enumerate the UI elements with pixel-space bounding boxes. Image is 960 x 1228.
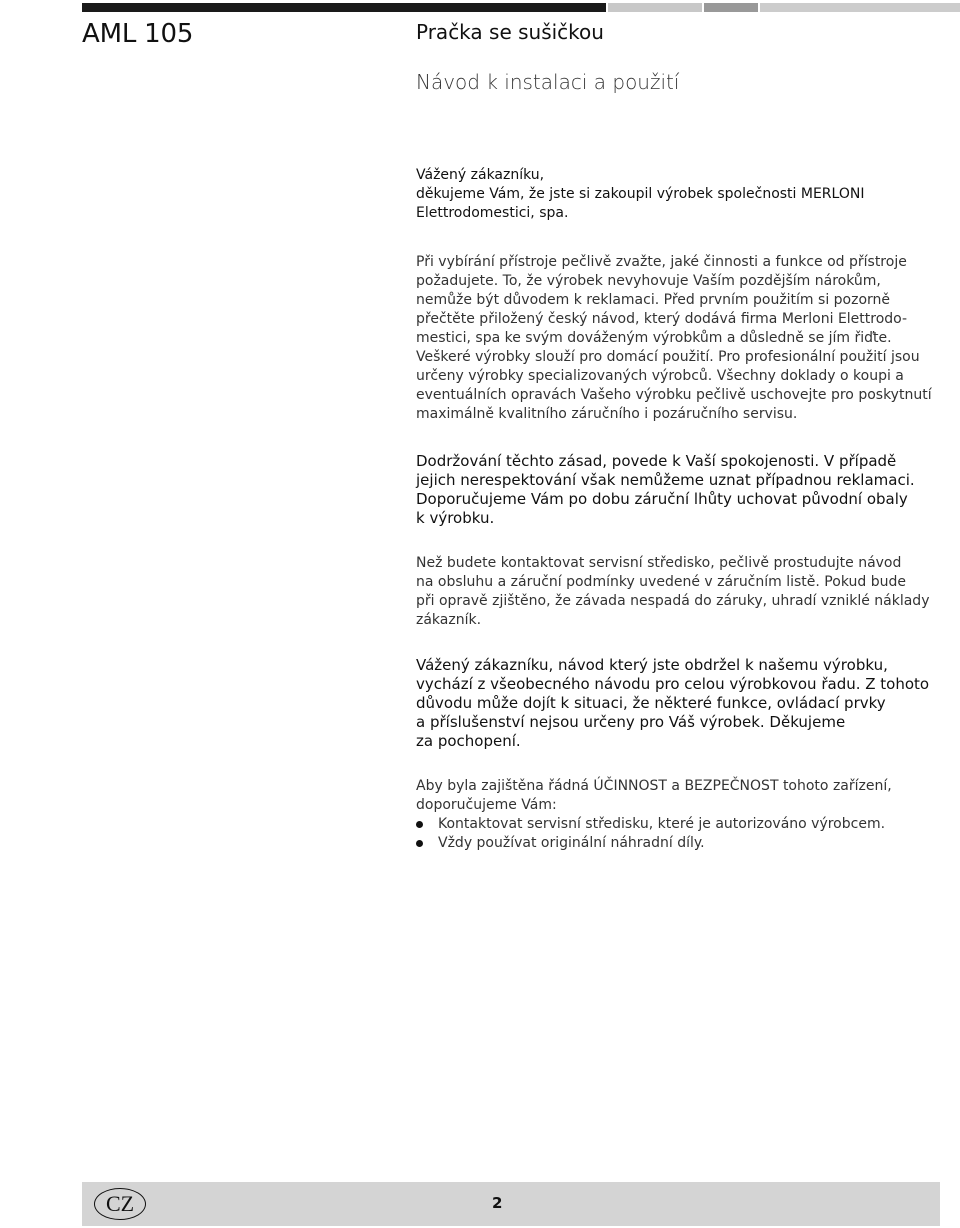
text-line: Než budete kontaktovat servisní středisko, pečlivě prostudujte návod (416, 555, 902, 571)
paragraph-safety-recommendations (416, 777, 940, 853)
text-line: doporučujeme Vám: (416, 797, 557, 813)
bullet-icon (416, 821, 423, 828)
paragraph-compliance-notice (416, 452, 940, 528)
text-line: a příslušenství nejsou určeny pro Váš výrobek. Děkujeme (416, 713, 846, 731)
text-line: nemůže být důvodem k reklamaci. Před prvním použitím si pozorně (416, 292, 891, 308)
text-line: důvodu může dojít k situaci, že některé funkce, ovládací prvky (416, 694, 886, 712)
text-line: k výrobku. (416, 509, 495, 527)
header-bar-gray-2 (704, 3, 758, 12)
list-item-text: Vždy používat originální náhradní díly. (438, 835, 705, 851)
paragraph-purchase-advice (416, 253, 940, 424)
text-line: Při vybírání přístroje pečlivě zvažte, jaké činnosti a funkce od přístroje (416, 254, 907, 270)
text-line: Vážený zákazníku, návod který jste obdržel k našemu výrobku, (416, 656, 888, 674)
model-number: AML 105 (82, 19, 194, 49)
text-line: Doporučujeme Vám po dobu záruční lhůty uchovat původní obaly (416, 490, 908, 508)
intro-line: Elettrodomestici, spa. (416, 205, 569, 221)
intro-line: děkujeme Vám, že jste si zakoupil výrobek společnosti MERLONI (416, 186, 865, 202)
text-line: požadujete. To, že výrobek nevyhovuje Vaším pozdějším nárokům, (416, 273, 881, 289)
text-line: zákazník. (416, 612, 482, 628)
text-line: Dodržování těchto zásad, povede k Vaší spokojenosti. V případě (416, 452, 897, 470)
text-line: maximálně kvalitního záručního i pozáručního servisu. (416, 406, 798, 422)
document-title: Pračka se sušičkou (416, 20, 604, 44)
text-line: na obsluhu a záruční podmínky uvedené v záručním listě. Pokud bude (416, 574, 906, 590)
text-line: za pochopení. (416, 732, 521, 750)
intro-paragraph (416, 166, 940, 223)
main-content (416, 166, 940, 853)
page-footer (82, 1182, 940, 1226)
country-badge: CZ (94, 1188, 146, 1220)
text-line: Veškeré výrobky slouží pro domácí použití. Pro profesionální použití jsou (416, 349, 920, 365)
page-number: 2 (492, 1194, 503, 1212)
paragraph-manual-scope (416, 656, 940, 751)
text-line: mestici, spa ke svým dováženým výrobkům a důsledně se jím řiďte. (416, 330, 892, 346)
intro-line: Vážený zákazníku, (416, 167, 545, 183)
document-subtitle: Návod k instalaci a použití (416, 70, 680, 94)
text-line: eventuálních opravách Vašeho výrobku pečlivě uschovejte pro poskytnutí (416, 387, 932, 403)
header-bar-gray-1 (608, 3, 702, 12)
recommendation-list (416, 815, 940, 853)
list-item-text: Kontaktovat servisní středisku, které je autorizováno výrobcem. (438, 816, 886, 832)
header-bar-gray-3 (760, 3, 960, 12)
text-line: určeny výrobky specializovaných výrobců. Všechny doklady o koupi a (416, 368, 904, 384)
list-item (416, 815, 940, 834)
text-line: přečtěte přiložený český návod, který dodává firma Merloni Elettrodo- (416, 311, 908, 327)
paragraph-service-advice (416, 554, 940, 630)
list-item (416, 834, 940, 853)
text-line: při opravě zjištěno, že závada nespadá do záruky, uhradí vzniklé náklady (416, 593, 930, 609)
header-bar-dark (82, 3, 606, 12)
text-line: jejich nerespektování však nemůžeme uznat případnou reklamaci. (416, 471, 915, 489)
text-line: vychází z všeobecného návodu pro celou výrobkovou řadu. Z tohoto (416, 675, 930, 693)
bullet-icon (416, 840, 423, 847)
text-line: Aby byla zajištěna řádná ÚČINNOST a BEZPEČNOST tohoto zařízení, (416, 778, 892, 794)
